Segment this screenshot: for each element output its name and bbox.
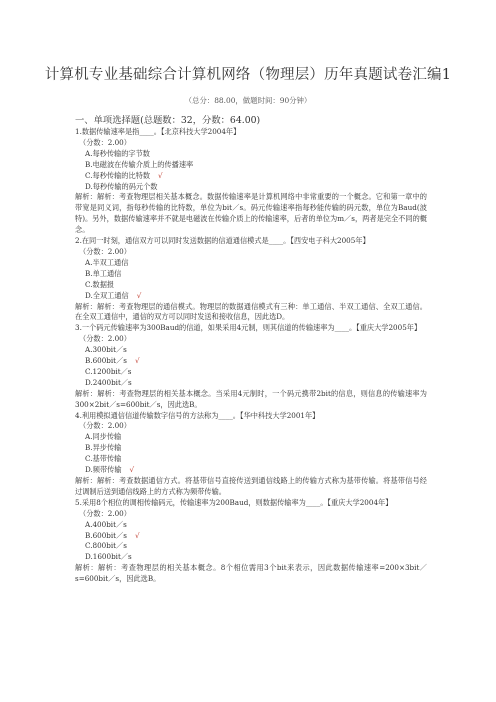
option-label: A.同步传输: [85, 432, 122, 442]
option-label: C.1200bit／s: [85, 366, 132, 376]
question-explanation: 解析：解析：考查数据通信方式。将基带信号直接传送到通信线路上的传输方式称为基带传输。将基带信号经过调制后送到通信线路上的方式称为频带传输。: [75, 476, 427, 496]
answer-option: [75, 345, 427, 356]
option-label: B.单工通信: [85, 268, 122, 278]
question-list: [75, 127, 427, 585]
answer-option: [75, 454, 427, 465]
option-label: B.异步传输: [85, 443, 122, 453]
question-2: [75, 236, 427, 323]
exam-meta: （总分：88.00，做题时间：90分钟）: [184, 96, 312, 105]
answer-option: [75, 432, 427, 443]
question-explanation: 解析：解析：考查物理层的通信模式。物理层的数据通信模式有三种：单工通信、半双工通信、全双工通信。在全双工通信中，通信的双方可以同时发送和接收信息，因此选D。: [75, 301, 427, 322]
option-label: A.400bit／s: [85, 519, 127, 529]
answer-option: [75, 541, 427, 552]
question-stem: 3.一个码元传输速率为300Baud的信道，如果采用4元制，则其信道的传输速率为____。【重庆大学2005年】: [75, 323, 422, 333]
option-label: C.数据报: [85, 279, 115, 289]
correct-check-icon: √: [136, 290, 142, 300]
answer-option: [75, 520, 427, 531]
answer-option: [75, 552, 427, 563]
option-label: D.1600bit／s: [85, 552, 132, 562]
option-label: B.600bit／s: [85, 356, 127, 366]
option-label: A.每秒传输的字节数: [85, 148, 150, 158]
question-explanation: 解析：解析：考查物理层的相关基本概念。当采用4元制时，一个码元携带2bit的信息，则信息的传输速率为300×2bit／s=600bit／s，因此选B。: [75, 388, 427, 409]
question-score: （分数：2.00）: [79, 421, 131, 431]
answer-option: [75, 280, 427, 291]
answer-option: [75, 182, 427, 193]
correct-check-icon: √: [158, 170, 163, 180]
question-score: （分数：2.00）: [79, 508, 131, 518]
question-3: [75, 323, 427, 410]
question-4: [75, 411, 427, 498]
answer-option: [75, 531, 427, 542]
option-label: D.每秒传输的码元个数: [85, 181, 158, 191]
answer-option: [75, 149, 427, 160]
answer-option: [75, 465, 427, 476]
question-stem: 2.在同一时刻，通信双方可以同时发送数据的信道通信模式是____。【西安电子科大2005年】: [75, 236, 370, 246]
option-label: B.600bit／s: [85, 530, 127, 540]
option-label: D.频带传输: [85, 465, 122, 475]
option-label: A.300bit／s: [85, 345, 127, 355]
option-label: C.800bit／s: [85, 541, 127, 551]
question-stem: 1.数据传输速率是指____。【北京科技大学2004年】: [75, 127, 241, 136]
answer-option: [75, 367, 427, 378]
question-5: [75, 498, 427, 585]
option-label: C.每秒传输的比特数: [85, 170, 151, 180]
option-label: D.2400bit／s: [85, 377, 132, 387]
document-title: 计算机专业基础综合计算机网络（物理层）历年真题试卷汇编1: [44, 67, 452, 83]
option-label: D.全双工通信: [85, 290, 129, 300]
question-explanation: 解析：解析：考查物理层的相关基本概念。8个相位需用3个bit来表示，因此数据传输速率=200×3bit／s=600bit／s，因此选B。: [75, 563, 427, 584]
option-label: C.基带传输: [85, 454, 122, 464]
question-stem: 5.采用8个相位的调相传输码元，传输速率为200Baud，则数据传输率为____。【重庆大学2004年】: [75, 497, 393, 507]
question-stem: 4.利用模拟通信信道传输数字信号的方法称为____。【华中科技大学2001年】: [75, 410, 320, 420]
correct-check-icon: √: [129, 465, 135, 475]
option-label: B.电磁波在传输介质上的传播速率: [85, 159, 194, 169]
answer-option: [75, 171, 427, 182]
correct-check-icon: √: [134, 356, 140, 366]
answer-option: [75, 356, 427, 367]
answer-option: [75, 269, 427, 280]
answer-option: [75, 378, 427, 389]
question-score: （分数：2.00）: [79, 334, 131, 344]
question-explanation: 解析：解析：考查物理层相关基本概念。数据传输速率是计算机网络中非常重要的一个概念。它和第一章中的带宽是同义词，指每秒传输的比特数，单位为bit／s。码元传输速率指每秒能传输的码元数，单位为Baud(波特)。另外，数据传输速率并不就是电磁波在传输介质上的传输速率，后者的单位为m／s，两者是完全不同的概念。: [75, 192, 427, 235]
option-label: A.半双工通信: [85, 257, 129, 267]
answer-option: [75, 443, 427, 454]
correct-check-icon: √: [134, 530, 140, 540]
question-1: [75, 127, 427, 236]
answer-option: [75, 160, 427, 171]
question-score: （分数：2.00）: [79, 246, 131, 256]
question-score: （分数：2.00）: [79, 137, 131, 147]
answer-option: [75, 291, 427, 302]
section-heading: 一、单项选择题(总题数：32，分数：64.00): [75, 115, 261, 126]
answer-option: [75, 258, 427, 269]
